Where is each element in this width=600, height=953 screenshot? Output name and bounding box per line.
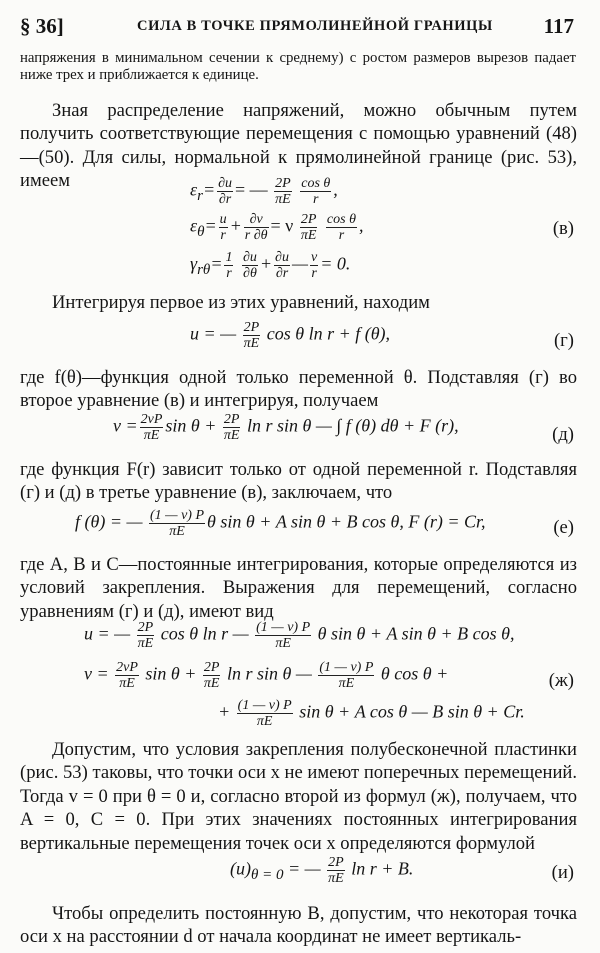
running-title: СИЛА В ТОЧКЕ ПРЯМОЛИНЕЙНОЙ ГРАНИЦЫ [137, 18, 493, 34]
page-number: 117 [543, 14, 574, 38]
equation-eps-theta: $\varepsilon_\theta=$ $\frac{u}{r}$ + $\frac{\partial v}{r \partial\theta}$ = ν $\frac{2P}{\pi E}$ $\frac{\text{cos θ}}{r}$ , [190, 212, 364, 243]
paragraph-boundary: Допустим, что условия закрепления полубесконечной пластинки (рис. 53) таковы, что точки оси x не имеют поперечных перемещений. Тогда v = 0 при θ = 0 и, согласно второй из формул (ж), получаем, что A = 0, C = 0. При этих значениях постоянных интегрирования вертикальные перемещения точек оси x определяются формулой [20, 739, 577, 854]
equation-label-g: (г) [553, 330, 574, 351]
equation-label-d: (д) [552, 424, 574, 445]
equation-v-full-continued: + $\frac{(1 — \nu) P}{\pi E}$ sin θ + A cos θ — B sin θ + Cr. [218, 698, 525, 729]
equation-label-i: (и) [551, 862, 574, 883]
paragraph-displacements: Зная распределение напряжений, можно обычным путем получить соответствующие перемещения с помощью уравнений (48)—(50). Для силы, нормальной к прямолинейной границе (рис. 53), имеем [20, 100, 577, 192]
equation-u-axis: $(u)_{\theta = 0}$ = — $\frac{2P}{\pi E}$ ln r + B. [230, 855, 414, 886]
equation-u-full: u = — $\frac{2P}{\pi E}$ cos θ ln r — $\frac{(1 — \nu) P}{\pi E}$ θ sin θ + A sin θ + B cos θ, [84, 620, 515, 651]
equation-v-full: v = $\frac{2\nu P}{\pi E}$ sin θ + $\frac{2P}{\pi E}$ ln r sin θ — $\frac{(1 — \nu) P}{\pi E}$ θ cos θ + [84, 660, 449, 691]
equation-label-e: (е) [553, 517, 574, 538]
equation-eps-r: $\varepsilon_r=$ $\frac{\partial u}{\partial r}$ = — $\frac{2P}{\pi E}$ $\frac{\text{cos θ}}{r}$ , [190, 176, 338, 207]
equation-gamma: $\gamma_{r\theta}=$ $\frac{1}{r}$ $\frac{\partial u}{\partial\theta}$ + $\frac{\partial u}{\partial r}$ — $\frac{v}{r}$ = 0. [190, 250, 351, 281]
paragraph-integrating: Интегрируя первое из этих уравнений, находим [52, 292, 430, 313]
section-number: § 36] [20, 14, 64, 38]
equation-u: u = — $\frac{2P}{\pi E}$ cos θ ln r + f (θ), [190, 320, 391, 351]
paragraph-continuation: напряжения в минимальном сечении к среднему) с ростом размеров вырезов падает ниже трех и приближается к единице. [20, 50, 576, 83]
paragraph-f-theta: где f(θ)—функция одной только переменной θ. Подставляя (г) во второе уравнение (в) и интегрируя, получаем [20, 367, 577, 412]
paragraph-constant-B: Чтобы определить постоянную B, допустим, что некоторая точка оси x на расстоянии d от начала координат не имеет вертикаль- [20, 903, 577, 948]
equation-label-v: (в) [552, 218, 574, 239]
equation-label-zh: (ж) [548, 670, 574, 691]
equation-f-theta: f (θ) = — $\frac{(1 — \nu) P}{\pi E}$ θ sin θ + A sin θ + B cos θ, F (r) = Cr, [75, 508, 486, 539]
equation-v: v = $\frac{2\nu P}{\pi E}$ sin θ + $\frac{2P}{\pi E}$ ln r sin θ — ∫ f (θ) dθ + F (r), [113, 412, 459, 443]
paragraph-constants: где A, B и C—постоянные интегрирования, которые определяются из условий закрепления. Выражения для перемещений, согласно уравнениям (г) и (д), имеют вид [20, 554, 577, 622]
paragraph-F-r: где функция F(r) зависит только от одной переменной r. Подставляя (г) и (д) в третье уравнение (в), заключаем, что [20, 459, 577, 504]
